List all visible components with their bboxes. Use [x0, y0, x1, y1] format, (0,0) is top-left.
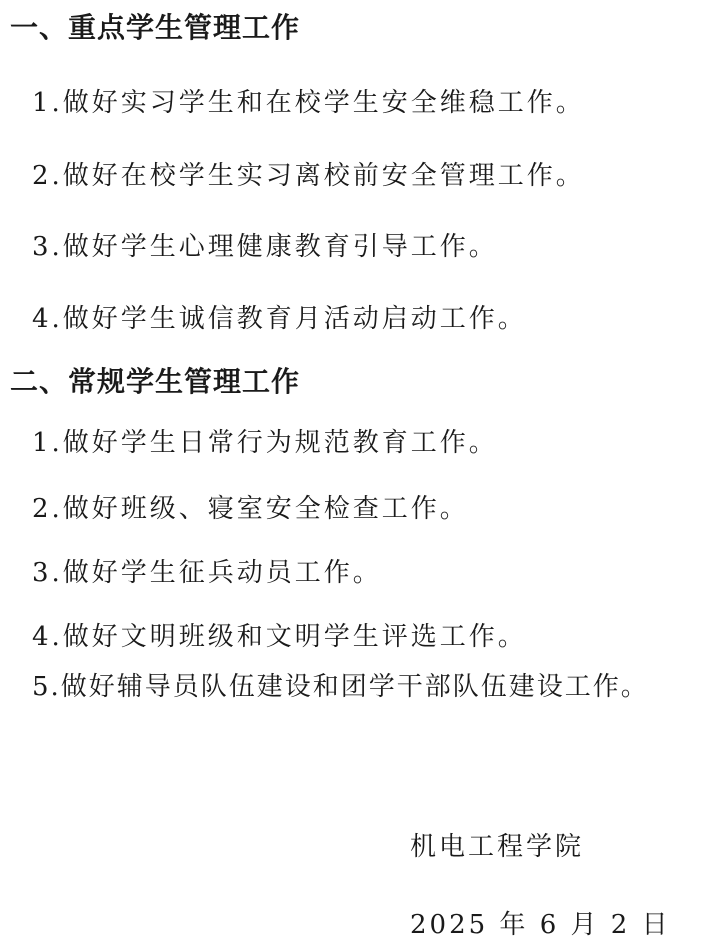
section-2-item-1: 1.做好学生日常行为规范教育工作。 — [32, 428, 498, 458]
signature-date: 2025 年 6 月 2 日 — [410, 910, 671, 940]
section-2-item-2: 2.做好班级、寝室安全检查工作。 — [32, 494, 469, 524]
section-1-item-1: 1.做好实习学生和在校学生安全维稳工作。 — [32, 88, 585, 118]
section-1-item-2: 2.做好在校学生实习离校前安全管理工作。 — [32, 161, 585, 191]
section-1-item-3: 3.做好学生心理健康教育引导工作。 — [32, 232, 498, 262]
signature-org: 机电工程学院 — [410, 832, 585, 862]
section-2-item-4: 4.做好文明班级和文明学生评选工作。 — [32, 622, 527, 652]
section-2-heading: 二、常规学生管理工作 — [10, 365, 301, 398]
section-2-item-3: 3.做好学生征兵动员工作。 — [32, 558, 382, 588]
section-2-item-5: 5.做好辅导员队伍建设和团学干部队伍建设工作。 — [32, 672, 649, 702]
section-1-heading: 一、重点学生管理工作 — [10, 11, 301, 44]
section-1-item-4: 4.做好学生诚信教育月活动启动工作。 — [32, 304, 527, 334]
